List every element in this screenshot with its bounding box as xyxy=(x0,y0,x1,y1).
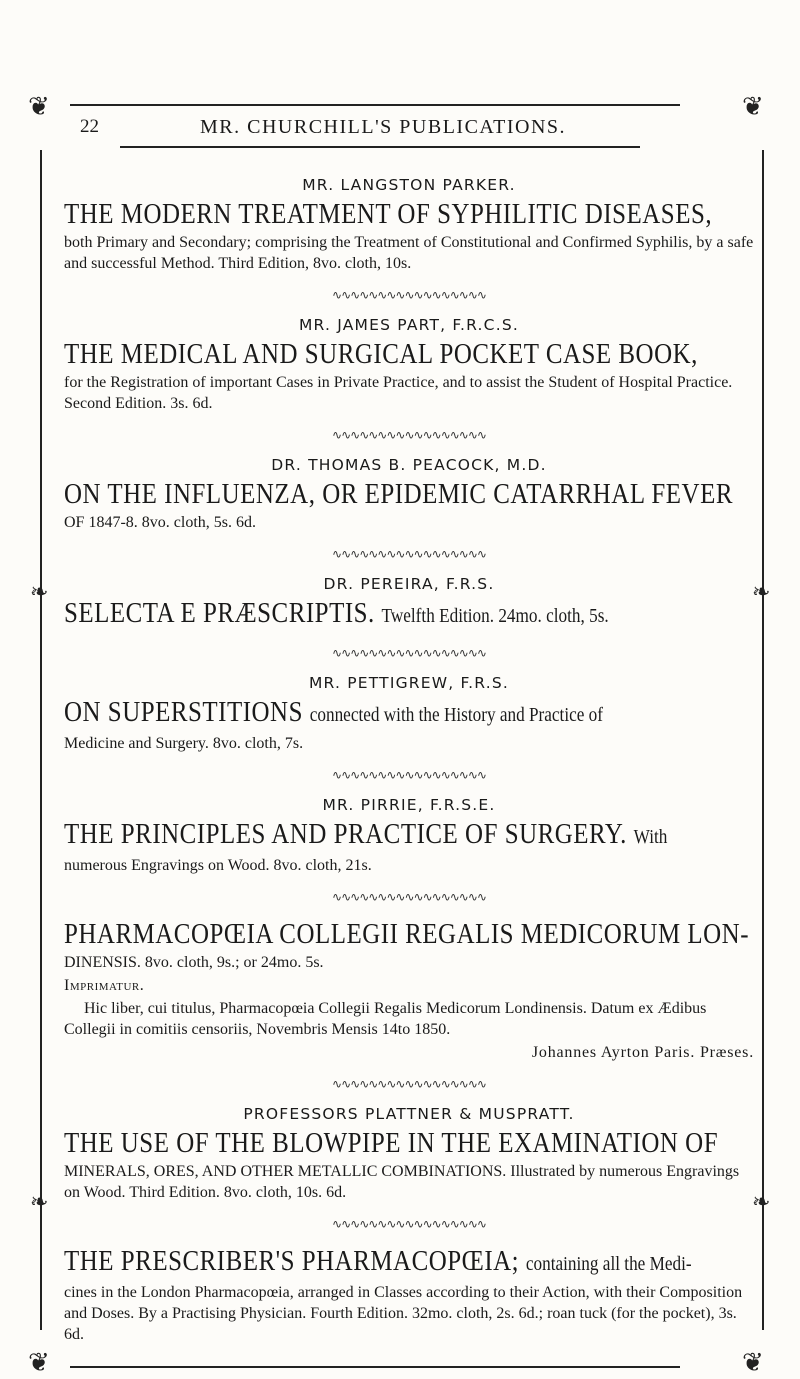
corner-ornament-icon: ❦ xyxy=(742,1348,764,1378)
side-ornament-icon: ❧ xyxy=(752,580,771,605)
separator-rule: ∿∿∿∿∿∿∿∿∿∿∿∿∿∿∿∿∿ xyxy=(332,428,486,442)
separator-rule: ∿∿∿∿∿∿∿∿∿∿∿∿∿∿∿∿∿ xyxy=(332,646,486,660)
book-description: cines in the London Pharmacopœia, arranged in Classes according to their Action, with their Composition and Doses. By a Practising Physician. Fourth Edition. 32mo. cloth, 2s. 6d.; roan tuck (for the pocket), 3s. 6d. xyxy=(64,1284,743,1343)
book-title-continuation: Twelfth Edition. 24mo. cloth, 5s. xyxy=(381,605,609,627)
book-title: SELECTA E PRÆSCRIPTIS. xyxy=(64,597,375,629)
page-number: 22 xyxy=(80,116,99,137)
corner-ornament-icon: ❦ xyxy=(742,92,764,122)
corner-ornament-icon: ❦ xyxy=(28,1348,50,1378)
book-title: THE MEDICAL AND SURGICAL POCKET CASE BOOK, xyxy=(64,338,698,370)
right-vine-rule xyxy=(762,150,764,1330)
list-item xyxy=(64,918,754,1063)
book-title-continuation: With xyxy=(633,826,668,848)
running-title: MR. CHURCHILL'S PUBLICATIONS. xyxy=(200,116,567,138)
book-title: THE USE OF THE BLOWPIPE IN THE EXAMINATION OF xyxy=(64,1127,719,1159)
author-name: MR. JAMES PART, F.R.C.S. xyxy=(298,316,519,334)
list-item xyxy=(64,796,754,876)
page-header xyxy=(60,108,750,144)
imprimatur-label: Imprimatur. xyxy=(64,977,145,994)
list-item xyxy=(64,1105,754,1203)
book-description: MINERALS, ORES, AND OTHER METALLIC COMBINATIONS. Illustrated by numerous Engravings on Wood. Third Edition. 8vo. cloth, 10s. 6d. xyxy=(64,1163,740,1201)
author-name: MR. PETTIGREW, F.R.S. xyxy=(308,674,510,692)
list-item xyxy=(64,176,754,274)
list-item xyxy=(64,674,754,754)
separator-rule: ∿∿∿∿∿∿∿∿∿∿∿∿∿∿∿∿∿ xyxy=(332,1217,486,1231)
book-title-line xyxy=(64,597,657,632)
book-title-line xyxy=(64,696,657,731)
side-ornament-icon: ❧ xyxy=(752,1190,771,1215)
book-title: ON SUPERSTITIONS xyxy=(64,696,303,728)
book-title-line xyxy=(64,818,668,853)
top-rule xyxy=(70,104,680,106)
book-description: OF 1847-8. 8vo. cloth, 5s. 6d. xyxy=(64,514,256,531)
publication-list xyxy=(64,150,754,1345)
separator-rule: ∿∿∿∿∿∿∿∿∿∿∿∿∿∿∿∿∿ xyxy=(332,890,486,904)
book-title-continuation: connected with the History and Practice of xyxy=(309,704,604,726)
book-description: both Primary and Secondary; comprising the Treatment of Constitutional and Confirmed Syphilis, by a safe and successful Method. Third Edition, 8vo. cloth, 10s. xyxy=(64,234,754,272)
book-title: THE PRINCIPLES AND PRACTICE OF SURGERY. xyxy=(64,818,627,850)
book-description: for the Registration of important Cases in Private Practice, and to assist the Student of Hospital Practice. Second Edition. 3s. 6d. xyxy=(64,374,733,412)
book-title: THE PRESCRIBER'S PHARMACOPŒIA; xyxy=(64,1245,520,1277)
separator-rule: ∿∿∿∿∿∿∿∿∿∿∿∿∿∿∿∿∿ xyxy=(332,1077,486,1091)
bottom-rule xyxy=(70,1366,680,1368)
separator-rule: ∿∿∿∿∿∿∿∿∿∿∿∿∿∿∿∿∿ xyxy=(332,288,486,302)
list-item xyxy=(64,575,754,632)
author-name: MR. LANGSTON PARKER. xyxy=(302,176,516,194)
author-name: DR. PEREIRA, F.R.S. xyxy=(323,575,495,593)
list-item xyxy=(64,456,754,533)
book-title-continuation: containing all the Medi- xyxy=(525,1253,692,1275)
book-title-line xyxy=(64,1245,692,1280)
author-name: MR. PIRRIE, F.R.S.E. xyxy=(322,796,496,814)
imprimatur-signature: Johannes Ayrton Paris. Præses. xyxy=(531,1044,754,1061)
corner-ornament-icon: ❦ xyxy=(28,92,50,122)
book-description: numerous Engravings on Wood. 8vo. cloth, 21s. xyxy=(64,857,372,874)
book-title: ON THE INFLUENZA, OR EPIDEMIC CATARRHAL FEVER xyxy=(64,478,733,510)
list-item xyxy=(64,316,754,414)
list-item xyxy=(64,1245,754,1345)
author-name: PROFESSORS PLATTNER & MUSPRATT. xyxy=(243,1105,575,1123)
left-vine-rule xyxy=(40,150,42,1330)
separator-rule: ∿∿∿∿∿∿∿∿∿∿∿∿∿∿∿∿∿ xyxy=(332,768,486,782)
author-name: DR. THOMAS B. PEACOCK, M.D. xyxy=(271,456,547,474)
header-bottom-rule xyxy=(120,146,640,148)
separator-rule: ∿∿∿∿∿∿∿∿∿∿∿∿∿∿∿∿∿ xyxy=(332,547,486,561)
book-description: DINENSIS. 8vo. cloth, 9s.; or 24mo. 5s. xyxy=(64,954,324,971)
book-title: THE MODERN TREATMENT OF SYPHILITIC DISEASES, xyxy=(64,198,713,230)
side-ornament-icon: ❧ xyxy=(30,1190,49,1215)
side-ornament-icon: ❧ xyxy=(30,580,49,605)
imprimatur-text: Hic liber, cui titulus, Pharmacopœia Collegii Regalis Medicorum Londinensis. Datum ex Ædibus Collegii in comitiis censoriis, Novembris Mensis 14to 1850. xyxy=(64,1000,707,1038)
book-description: Medicine and Surgery. 8vo. cloth, 7s. xyxy=(64,735,304,752)
book-title: PHARMACOPŒIA COLLEGII REGALIS MEDICORUM LON- xyxy=(64,918,750,950)
